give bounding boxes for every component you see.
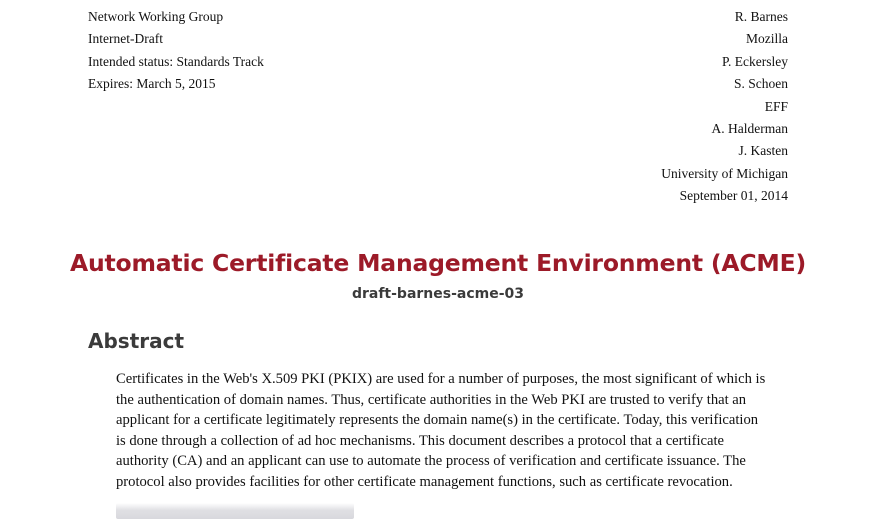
rfc-header-row	[88, 51, 788, 73]
rfc-header-right: EFF	[764, 98, 788, 114]
rfc-header-row	[88, 185, 788, 207]
rfc-header-block	[88, 6, 788, 208]
rfc-header-left: Expires: March 5, 2015	[88, 76, 216, 92]
rfc-header-right: September 01, 2014	[679, 188, 788, 204]
rfc-header-right: University of Michigan	[661, 165, 788, 181]
rfc-header-left: Intended status: Standards Track	[88, 53, 264, 69]
rfc-header-left: Network Working Group	[88, 9, 224, 24]
rfc-header-row	[88, 73, 788, 95]
abstract-paragraph: Certificates in the Web's X.509 PKI (PKIX) are used for a number of purposes, the most significant of which is the authentication of domain names. Thus, certificate authorities in the Web PKI are trusted to verify that an applicant for a certificate legitimately represents the domain name(s) in the certificate. Today, this verification is done through a collection of ad hoc mechanisms. This document describes a protocol that a certificate authority (CA) and an applicant can use to automate the process of verification and certificate issuance. The protocol also provides facilities for other certificate management functions, such as certificate revocation.	[116, 371, 766, 490]
rfc-header-right: J. Kasten	[738, 143, 788, 159]
rfc-header-left: Internet-Draft	[88, 31, 163, 47]
rfc-header-right: Mozilla	[746, 31, 788, 47]
rfc-header-right: S. Schoen	[734, 76, 788, 92]
rfc-header-right: P. Eckersley	[722, 53, 788, 69]
rfc-header-row	[88, 6, 788, 28]
document-identifier: draft-barnes-acme-03	[351, 286, 525, 302]
page-title: Automatic Certificate Management Environment (ACME)	[69, 249, 807, 277]
rfc-header-row	[88, 28, 788, 50]
rfc-header-right: A. Halderman	[711, 121, 788, 137]
rfc-header-row	[88, 96, 788, 118]
rfc-header-row	[88, 118, 788, 140]
title-block	[0, 248, 876, 303]
rfc-header-right: R. Barnes	[734, 9, 788, 24]
page-bottom-fade	[116, 503, 354, 519]
rfc-header-row	[88, 140, 788, 162]
abstract-heading: Abstract	[88, 329, 185, 353]
rfc-header-row	[88, 163, 788, 185]
